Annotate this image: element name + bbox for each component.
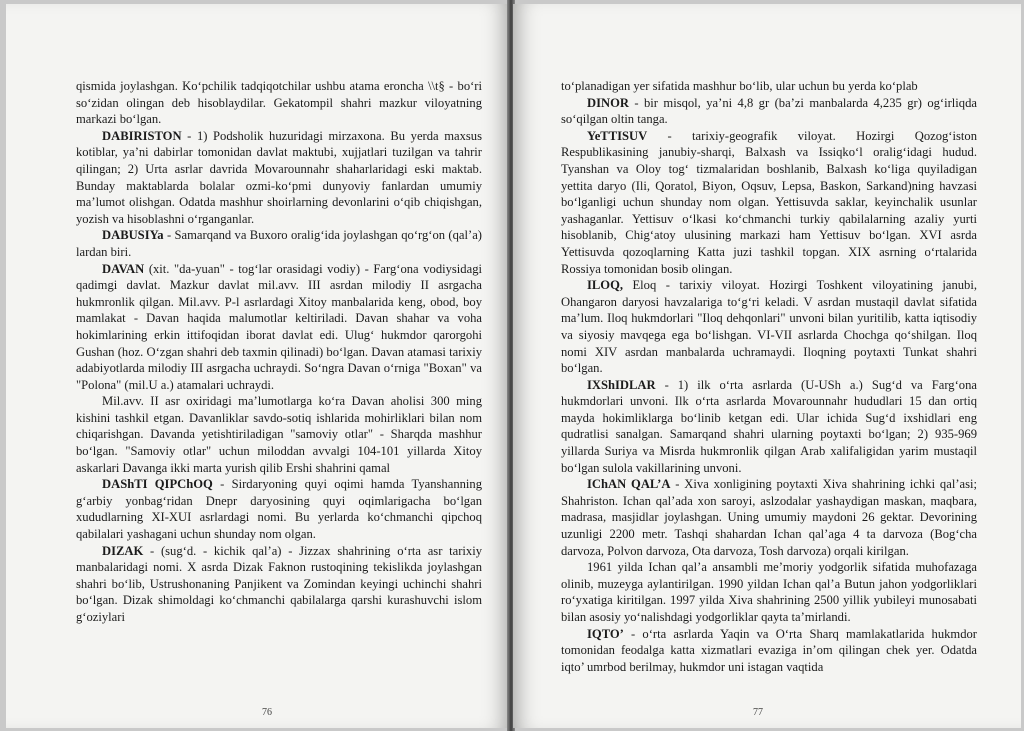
entry-term: IQTO’ (587, 626, 624, 641)
entry-term: DINOR (587, 95, 629, 110)
paragraph (561, 78, 977, 95)
entry-term: YeTTISUV (587, 128, 648, 143)
entry-text: - Samarqand va Buxoro oralig‘ida joylashgan qo‘rg‘on (qal’a) lardan biri. (76, 228, 482, 259)
dictionary-entry (561, 128, 977, 277)
entry-text: Mil.avv. II asr oxiridagi ma’lumotlarga ko‘ra Davan aholisi 300 ming kishini tashkil etgan. Davanliklar savdo-sotiq ishlarida mohirliklari bilan nom chiqarishgan. Davanda yetishtiriladigan "samoviy otlar" - Sharqda mashhur bo‘lgan. "Samoviy otlar" uchun miloddan avvalgi 104-101 yillarda Xitoy askarlari Davanga ikki marta yurish qilib Ershi shahrini qamal (76, 394, 482, 475)
entry-term: DAVAN (102, 261, 145, 276)
entry-term: IXShIDLAR (587, 377, 656, 392)
entry-text: (xit. "da-yuan" - tog‘lar orasidagi vodiy) - Farg‘ona vodiysidagi qadimgi davlat. Mazkur davlat mil.avv. III asrdan milodiy II asrgacha hukmronlik qilgan. Mil.avv. P-l asrlardagi Xitoy manbalarida keng, obod, boy mamlakat - Davan haqida malumotlar keltiriladi. Davan shahar va voha hokimlarining erkin ittifoqidan iborat davlat edi. Ulug‘ hukmdor qarorgohi Gushan (hoz. O‘zgan shahri deb taxmin qilinadi) bo‘lgan. Davan atamasi tarixiy adabiyotlarda milodiy III asrgacha uchraydi. So‘ngra Davan o‘rniga "Boxan" va "Polona" (mil.U a.) atamalari uchraydi. (76, 261, 482, 392)
dictionary-entry (76, 476, 482, 542)
entry-term: DAShTI QIPChOQ (102, 477, 213, 492)
entry-text: Eloq - tarixiy viloyat. Hozirgi Toshkent viloyatining janubi, Ohangaron daryosi havzalariga to‘g‘ri keladi. V asrdan mustaqil davlat sifatida ma’lum. Iloq hukmdorlari "Iloq dehqonlari" unvoni bilan yuritilib, katta iqtisodiy va siyosiy mavqega ega bo‘lishgan. VI-VII asrlarda Chochga qo‘shilgan. Iloq nomi XIV asrdan manbalarda uchramaydi. Iloqning poytaxti Tunkat shahri bo‘lgan. (561, 278, 977, 376)
dictionary-entry (561, 476, 977, 559)
entry-term: IChAN QAL’A (587, 477, 671, 492)
entry-text: to‘planadigan yer sifatida mashhur bo‘lib, ular uchun bu yerda ko‘plab (561, 79, 918, 93)
dictionary-entry (76, 543, 482, 626)
entry-text: - Sirdaryoning quyi oqimi hamda Tyanshanning g‘arbiy yonbag‘ridan Dnepr daryosining quyi oqimlarigacha bo‘lgan xududlarning XI-XUI asrlardagi nomi. Bu yerlarda ko‘chmanchi qipchoq qabilalari yashagani uchun shunday nom olgan. (76, 477, 483, 542)
entry-text: - 1) ilk o‘rta asrlarda (U-USh a.) Sug‘d va Farg‘ona hukmdorlari unvoni. Ilk o‘rta asrlarda Movarounnahr hududlari 15 dan ortiq mayda hokimliklarga bo‘linib ketgan edi. Ular ichida Sug‘d ixshidlari eng qudratlisi sanalgan. Samarqand shahri ularning poytaxti bo‘lgan; 2) 935-969 yillarda Suriya va Misrda hukmronlik qilgan Arab xalifaligidan yarim mustaqil bo‘lgan sulola vakillarining unvoni. (561, 377, 977, 475)
paragraph (561, 559, 977, 625)
entry-text: - tarixiy-geografik viloyat. Hozirgi Qozog‘iston Respublikasining janubiy-sharqi, Balxash va Issiqko‘l oralig‘idagi hudud. Tyanshan va Oloy tog‘ tizmalaridan boshlanib, Balxash ko‘liga quyiladigan yettita daryo (Ili, Qoratol, Biyon, Oqsuv, Lepsa, Baskon, Sarkand)ning havzasi bo‘lganligi uchun shunday nom olgan. Yettisuvda saklar, keyinchalik usunlar yashaganlar. Yettisuv o‘lkasi ko‘chmanchi turkiy qabilalarning azaliy yurti hisoblanib, Chig‘atoy ulusining markazi ham Yettisuv bo‘lgan. XVI asrda Yettisuvda qozoqlarning Katta juzi tashkil topgan. XIX asrning o‘rtalarida Rossiya tomonidan bosib olingan. (561, 128, 977, 276)
left-page-text (76, 78, 482, 626)
entry-term: DIZAK (102, 543, 144, 558)
entry-text: - o‘rta asrlarda Yaqin va O‘rta Sharq mamlakatlarida hukmdor tomonidan feodalga katta xizmatlari evaziga in’om qilingan chek yer. Odatda iqto’ umrbod berilmay, hukmdor uni istagan vaqtida (561, 626, 977, 674)
entry-term: DABIRISTON (102, 128, 182, 143)
dictionary-entry (561, 626, 977, 676)
entry-text: - bir misqol, ya’ni 4,8 gr (ba’zi manbalarda 4,235 gr) og‘irliqda so‘qilgan oltin tanga. (561, 95, 977, 127)
dictionary-entry (561, 95, 977, 128)
entry-text: 1961 yilda Ichan qal’a ansambli me’moriy yodgorlik sifatida muhofazaga olinib, muzeyga aylantirilgan. 1990 yildan Ichan qal’a Butun jahon yodgorliklari ro‘yxatiga kiritilgan. 1997 yilda Xiva shahrining 2500 yillik yubileyi munosabati bilan asosiy yo‘nalishdagi yodgorliklar qayta ta’mirlandi. (561, 560, 977, 624)
paragraph (76, 78, 482, 128)
entry-text: - (sug‘d. - kichik qal’a) - Jizzax shahrining o‘rta asr tarixiy manbalaridagi nomi. X asrda Dizak Faknon rustoqining tekislikda joylashgan shahri bo‘lib, Ustrushonaning Panjikent va Zomindan keyingi uchinchi shahri bo‘lgan. Dizak shimoldagi ko‘chmanchi qabilalarga qarshi kurashuvchi islom g‘oziylari (76, 543, 482, 624)
right-page-text (561, 78, 977, 675)
entry-term: DABUSIYa (102, 228, 164, 243)
right-page (513, 4, 1021, 728)
dictionary-entry (76, 128, 482, 228)
entry-text: - 1) Podsholik huzuridagi mirzaxona. Bu yerda maxsus kotiblar, ya’ni dabirlar tomonidan davlat maktubi, xujjatlari tuzilgan va tahrir qilingan; 2) Urta asrlar davrida Movarounnahr shaharlaridagi eski maktab. Bunday maktablarda bolalar ozmi-ko‘pmi dunyoviy fanlardan umumiy ma’lumot olishgan. Odatda mashhur shoirlarning devonlarini o‘qib chiqishgan, yozish va hisoblashni o‘rganganlar. (76, 128, 482, 226)
dictionary-entry (561, 377, 977, 477)
left-page (6, 4, 509, 728)
entry-term: ILOQ, (587, 278, 624, 293)
dictionary-entry (76, 261, 482, 394)
entry-text: - Xiva xonligining poytaxti Xiva shahrining ichki qal’asi; Shahriston. Ichan qal’ada xon saroyi, aslzodalar yashaydigan maskan, maqbara, madrasa, masjidlar joylashgan. Uning umumiy maydoni 26 gektar. Devorining uzunligi 2200 metr. Tashqi shahardan Ichan qal’aga 4 ta darvoza (Bog‘cha darvoza, Polvon darvoza, Ota darvoza, Tosh darvoza) orqali kirilgan. (561, 477, 978, 558)
entry-text: qismida joylashgan. Ko‘pchilik tadqiqotchilar ushbu atama eroncha \\t§ - bo‘ri so‘zidan olingan deb hisoblaydilar. Gekatompil shahri mazkur viloyatning markazi bo‘lgan. (76, 79, 482, 127)
dictionary-entry (561, 277, 977, 377)
paragraph (76, 393, 482, 476)
dictionary-entry (76, 227, 482, 260)
right-page-number: 77 (753, 707, 763, 718)
left-page-number: 76 (262, 707, 272, 718)
